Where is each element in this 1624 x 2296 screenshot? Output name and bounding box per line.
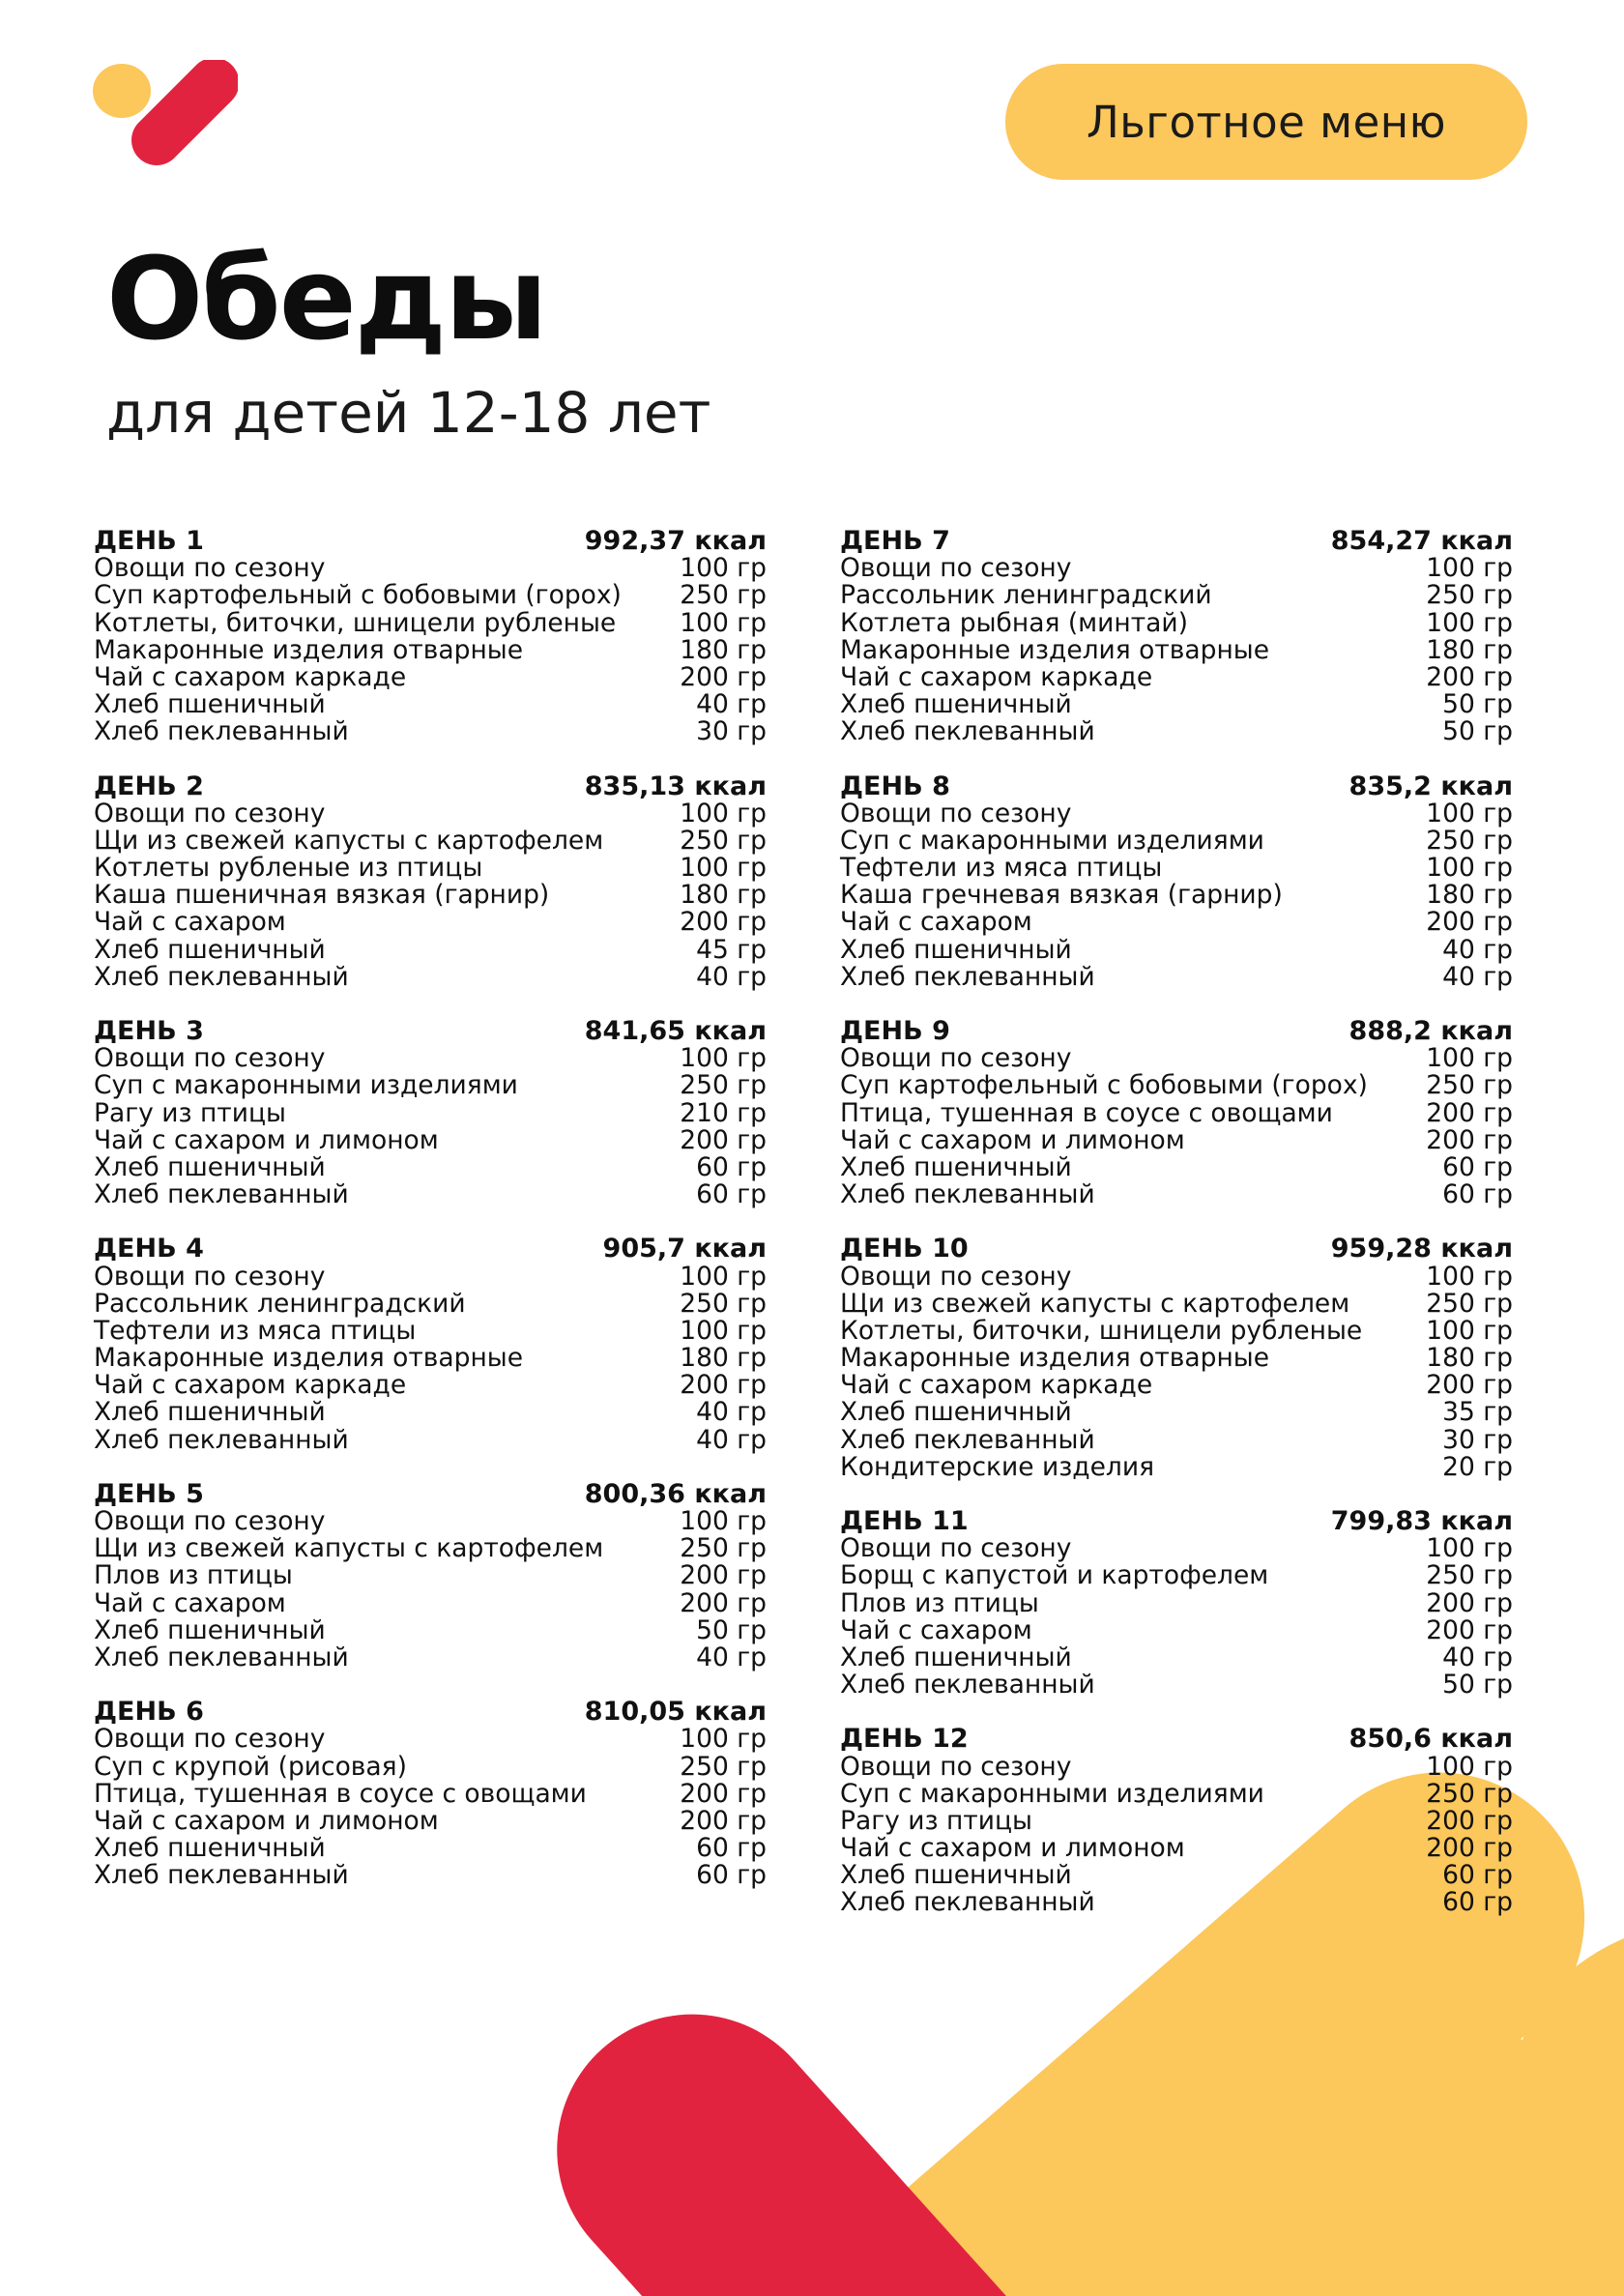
dish-name: Каша гречневая вязкая (гарнир) bbox=[840, 880, 1283, 911]
menu-item-row bbox=[94, 1726, 767, 1753]
menu-item-row bbox=[94, 555, 767, 582]
dish-portion: 100 гр bbox=[680, 853, 767, 884]
dish-name: Чай с сахаром bbox=[840, 907, 1032, 938]
menu-item-row bbox=[94, 1751, 767, 1782]
menu-item-row bbox=[94, 1072, 767, 1099]
dish-portion: 200 гр bbox=[680, 1124, 767, 1155]
dish-portion: 200 гр bbox=[1426, 661, 1513, 692]
dish-portion: 250 гр bbox=[1426, 1070, 1513, 1101]
dish-portion: 40 гр bbox=[696, 1424, 767, 1455]
dish-portion: 200 гр bbox=[1426, 1587, 1513, 1618]
dish-portion: 180 гр bbox=[680, 880, 767, 911]
dish-portion: 180 гр bbox=[680, 1343, 767, 1374]
dish-name: Овощи по сезону bbox=[94, 1506, 326, 1536]
menu-item-row bbox=[94, 1562, 767, 1589]
dish-name: Хлеб пшеничный bbox=[94, 1614, 326, 1645]
dish-name: Хлеб пшеничный bbox=[840, 1860, 1072, 1891]
day-block bbox=[94, 528, 767, 746]
day-header bbox=[840, 1508, 1513, 1535]
day-calories: 905,7 ккал bbox=[602, 1234, 767, 1264]
dish-name: Щи из свежей капусты с картофелем bbox=[94, 825, 604, 856]
menu-item-row bbox=[94, 1181, 767, 1208]
day-name: ДЕНЬ 6 bbox=[94, 1697, 204, 1728]
day-calories: 835,13 ккал bbox=[584, 770, 767, 801]
dish-name: Хлеб пеклеванный bbox=[840, 961, 1095, 992]
dish-name: Рагу из птицы bbox=[94, 1097, 286, 1128]
dish-name: Хлеб пеклеванный bbox=[94, 1179, 349, 1210]
menu-item-row bbox=[94, 1508, 767, 1535]
dish-name: Каша пшеничная вязкая (гарнир) bbox=[94, 880, 550, 911]
dish-name: Котлеты, биточки, шницели рубленые bbox=[840, 1315, 1363, 1346]
dish-name: Овощи по сезону bbox=[840, 1261, 1072, 1292]
menu-item-row bbox=[840, 607, 1513, 638]
day-name: ДЕНЬ 8 bbox=[840, 770, 950, 801]
menu-column-left bbox=[94, 528, 767, 1916]
menu-item-row bbox=[94, 582, 767, 609]
menu-item-row bbox=[840, 1424, 1513, 1455]
dish-portion: 250 гр bbox=[680, 1070, 767, 1101]
menu-item-row bbox=[94, 882, 767, 909]
day-block bbox=[840, 1726, 1513, 1916]
day-name: ДЕНЬ 7 bbox=[840, 526, 950, 556]
day-header bbox=[840, 770, 1513, 801]
dish-name: Хлеб пшеничный bbox=[840, 689, 1072, 720]
menu-item-row bbox=[840, 934, 1513, 965]
dish-name: Чай с сахаром каркаде bbox=[840, 661, 1153, 692]
dish-portion: 100 гр bbox=[1426, 853, 1513, 884]
day-calories: 992,37 ккал bbox=[584, 526, 767, 556]
dish-name: Чай с сахаром и лимоном bbox=[840, 1833, 1185, 1864]
day-block bbox=[94, 1235, 767, 1454]
dish-name: Суп с макаронными изделиями bbox=[94, 1070, 518, 1101]
dish-name: Хлеб пеклеванный bbox=[840, 1424, 1095, 1455]
dish-portion: 200 гр bbox=[680, 661, 767, 692]
dish-name: Чай с сахаром каркаде bbox=[840, 1370, 1153, 1401]
dish-portion: 60 гр bbox=[1442, 1887, 1513, 1918]
dish-portion: 250 гр bbox=[680, 580, 767, 611]
dish-portion: 200 гр bbox=[680, 1560, 767, 1591]
menu-item-row bbox=[840, 909, 1513, 936]
dish-name: Котлеты рубленые из птицы bbox=[94, 853, 483, 884]
dish-portion: 35 гр bbox=[1442, 1397, 1513, 1428]
day-name: ДЕНЬ 12 bbox=[840, 1724, 969, 1755]
menu-item-row bbox=[94, 1535, 767, 1562]
dish-portion: 45 гр bbox=[696, 934, 767, 965]
dish-portion: 100 гр bbox=[680, 798, 767, 828]
menu-item-row bbox=[840, 1614, 1513, 1645]
dish-name: Рассольник ленинградский bbox=[94, 1288, 466, 1319]
dish-portion: 60 гр bbox=[696, 1151, 767, 1182]
menu-item-row bbox=[840, 961, 1513, 992]
dish-portion: 100 гр bbox=[1426, 798, 1513, 828]
dish-name: Хлеб пшеничный bbox=[840, 1397, 1072, 1428]
dish-name: Овощи по сезону bbox=[840, 1533, 1072, 1564]
menu-item-row bbox=[840, 1045, 1513, 1072]
menu-item-row bbox=[94, 825, 767, 856]
page-subtitle: для детей 12-18 лет bbox=[106, 380, 711, 446]
menu-item-row bbox=[94, 1151, 767, 1182]
day-name: ДЕНЬ 10 bbox=[840, 1234, 969, 1264]
menu-item-row bbox=[840, 1562, 1513, 1589]
day-name: ДЕНЬ 5 bbox=[94, 1478, 204, 1509]
dish-name: Макаронные изделия отварные bbox=[94, 1343, 524, 1374]
menu-item-row bbox=[94, 961, 767, 992]
brand-logo bbox=[93, 60, 238, 166]
dish-name: Птица, тушенная в соусе с овощами bbox=[840, 1097, 1333, 1128]
dish-name: Суп с макаронными изделиями bbox=[840, 825, 1264, 856]
dish-name: Котлеты, биточки, шницели рубленые bbox=[94, 607, 617, 638]
day-block bbox=[840, 528, 1513, 746]
dish-portion: 100 гр bbox=[1426, 1261, 1513, 1292]
day-header bbox=[840, 1726, 1513, 1753]
dish-portion: 180 гр bbox=[1426, 1343, 1513, 1374]
dish-portion: 100 гр bbox=[1426, 1533, 1513, 1564]
menu-item-row bbox=[840, 1372, 1513, 1399]
menu-item-row bbox=[840, 1644, 1513, 1671]
dish-name: Овощи по сезону bbox=[94, 1724, 326, 1755]
dish-name: Борщ с капустой и картофелем bbox=[840, 1560, 1269, 1591]
dish-name: Хлеб пеклеванный bbox=[94, 1642, 349, 1672]
dish-portion: 200 гр bbox=[680, 1778, 767, 1809]
menu-item-row bbox=[94, 1345, 767, 1372]
day-name: ДЕНЬ 2 bbox=[94, 770, 204, 801]
menu-item-row bbox=[840, 1097, 1513, 1128]
dish-portion: 250 гр bbox=[680, 1751, 767, 1782]
dish-portion: 210 гр bbox=[680, 1097, 767, 1128]
day-calories: 959,28 ккал bbox=[1330, 1234, 1513, 1264]
menu-item-row bbox=[94, 1644, 767, 1671]
day-block bbox=[840, 1235, 1513, 1481]
dish-portion: 200 гр bbox=[680, 1370, 767, 1401]
menu-item-row bbox=[840, 1862, 1513, 1889]
day-block bbox=[840, 770, 1513, 992]
dish-portion: 180 гр bbox=[1426, 634, 1513, 665]
menu-item-row bbox=[94, 1288, 767, 1319]
page-title: Обеды bbox=[106, 232, 546, 365]
menu-item-row bbox=[840, 718, 1513, 745]
dish-name: Чай с сахаром bbox=[94, 907, 286, 938]
dish-name: Хлеб пшеничный bbox=[94, 1833, 326, 1864]
dish-name: Хлеб пшеничный bbox=[94, 934, 326, 965]
dish-portion: 100 гр bbox=[1426, 553, 1513, 584]
dish-portion: 250 гр bbox=[1426, 825, 1513, 856]
dish-portion: 40 гр bbox=[1442, 1642, 1513, 1672]
menu-item-row bbox=[840, 582, 1513, 609]
dish-name: Хлеб пеклеванный bbox=[840, 1670, 1095, 1700]
day-block bbox=[94, 770, 767, 992]
menu-item-row bbox=[840, 1399, 1513, 1426]
dish-portion: 60 гр bbox=[696, 1833, 767, 1864]
menu-item-row bbox=[840, 1315, 1513, 1346]
dish-portion: 200 гр bbox=[680, 907, 767, 938]
menu-item-row bbox=[94, 1587, 767, 1618]
dish-name: Тефтели из мяса птицы bbox=[840, 853, 1163, 884]
dish-name: Суп картофельный с бобовыми (горох) bbox=[94, 580, 622, 611]
dish-portion: 100 гр bbox=[680, 1506, 767, 1536]
dish-name: Овощи по сезону bbox=[840, 1751, 1072, 1782]
menu-item-row bbox=[94, 634, 767, 665]
dish-portion: 60 гр bbox=[696, 1860, 767, 1891]
dish-portion: 250 гр bbox=[680, 825, 767, 856]
day-block bbox=[94, 1478, 767, 1672]
menu-item-row bbox=[94, 1315, 767, 1346]
menu-item-row bbox=[94, 934, 767, 965]
day-header bbox=[840, 1018, 1513, 1045]
menu-type-badge: Льготное меню bbox=[1005, 64, 1527, 180]
menu-item-row bbox=[840, 855, 1513, 882]
menu-item-row bbox=[840, 1778, 1513, 1809]
menu-item-row bbox=[840, 1751, 1513, 1782]
dish-name: Тефтели из мяса птицы bbox=[94, 1315, 417, 1346]
day-header bbox=[840, 528, 1513, 555]
logo-yellow-dot bbox=[93, 64, 151, 118]
menu-item-row bbox=[840, 1345, 1513, 1372]
dish-name: Рассольник ленинградский bbox=[840, 580, 1212, 611]
dish-portion: 180 гр bbox=[680, 634, 767, 665]
menu-item-row bbox=[840, 882, 1513, 909]
menu-item-row bbox=[840, 1288, 1513, 1319]
day-block bbox=[94, 1699, 767, 1889]
menu-item-row bbox=[840, 1889, 1513, 1916]
dish-name: Овощи по сезону bbox=[94, 553, 326, 584]
dish-portion: 40 гр bbox=[696, 1397, 767, 1428]
dish-name: Хлеб пшеничный bbox=[94, 689, 326, 720]
menu-item-row bbox=[94, 718, 767, 745]
dish-name: Суп с крупой (рисовая) bbox=[94, 1751, 407, 1782]
menu-item-row bbox=[94, 909, 767, 936]
dish-portion: 40 гр bbox=[696, 689, 767, 720]
dish-portion: 250 гр bbox=[680, 1288, 767, 1319]
dish-name: Хлеб пеклеванный bbox=[840, 1179, 1095, 1210]
day-calories: 850,6 ккал bbox=[1348, 1724, 1513, 1755]
day-block bbox=[94, 1018, 767, 1208]
dish-portion: 180 гр bbox=[1426, 880, 1513, 911]
dish-name: Хлеб пшеничный bbox=[840, 1151, 1072, 1182]
menu-item-row bbox=[840, 691, 1513, 718]
day-calories: 799,83 ккал bbox=[1330, 1506, 1513, 1536]
day-block bbox=[840, 1508, 1513, 1699]
menu-item-row bbox=[840, 555, 1513, 582]
dish-name: Чай с сахаром bbox=[94, 1587, 286, 1618]
dish-name: Кондитерские изделия bbox=[840, 1451, 1155, 1482]
dish-name: Чай с сахаром и лимоном bbox=[94, 1805, 439, 1836]
dish-portion: 200 гр bbox=[1426, 1833, 1513, 1864]
dish-name: Чай с сахаром каркаде bbox=[94, 1370, 407, 1401]
menu-item-row bbox=[94, 800, 767, 828]
menu-item-row bbox=[840, 1835, 1513, 1862]
dish-name: Макаронные изделия отварные bbox=[840, 634, 1270, 665]
menu-item-row bbox=[840, 1451, 1513, 1482]
menu-item-row bbox=[94, 1805, 767, 1836]
dish-portion: 40 гр bbox=[696, 1642, 767, 1672]
menu-item-row bbox=[94, 1372, 767, 1399]
dish-name: Плов из птицы bbox=[840, 1587, 1039, 1618]
dish-name: Овощи по сезону bbox=[94, 1261, 326, 1292]
dish-name: Птица, тушенная в соусе с овощами bbox=[94, 1778, 587, 1809]
menu-item-row bbox=[94, 661, 767, 692]
dish-name: Чай с сахаром bbox=[840, 1614, 1032, 1645]
dish-name: Щи из свежей капусты с картофелем bbox=[840, 1288, 1350, 1319]
dish-name: Хлеб пшеничный bbox=[94, 1397, 326, 1428]
menu-item-row bbox=[840, 1535, 1513, 1562]
dish-portion: 100 гр bbox=[1426, 1751, 1513, 1782]
dish-portion: 100 гр bbox=[1426, 1315, 1513, 1346]
dish-portion: 100 гр bbox=[680, 553, 767, 584]
dish-portion: 250 гр bbox=[1426, 580, 1513, 611]
day-calories: 810,05 ккал bbox=[584, 1697, 767, 1728]
day-header bbox=[94, 770, 767, 801]
dish-name: Хлеб пеклеванный bbox=[94, 1424, 349, 1455]
dish-portion: 200 гр bbox=[1426, 1124, 1513, 1155]
dish-name: Овощи по сезону bbox=[94, 798, 326, 828]
menu-item-row bbox=[840, 1261, 1513, 1292]
dish-name: Суп картофельный с бобовыми (горох) bbox=[840, 1070, 1368, 1101]
dish-portion: 100 гр bbox=[1426, 607, 1513, 638]
dish-portion: 200 гр bbox=[680, 1805, 767, 1836]
dish-portion: 100 гр bbox=[680, 1724, 767, 1755]
dish-name: Хлеб пеклеванный bbox=[840, 716, 1095, 747]
dish-portion: 40 гр bbox=[696, 961, 767, 992]
day-calories: 841,65 ккал bbox=[584, 1016, 767, 1046]
dish-name: Овощи по сезону bbox=[840, 553, 1072, 584]
menu-item-row bbox=[94, 1097, 767, 1128]
dish-name: Хлеб пшеничный bbox=[840, 934, 1072, 965]
day-header bbox=[94, 1478, 767, 1509]
dish-name: Хлеб пшеничный bbox=[840, 1642, 1072, 1672]
menu-item-row bbox=[94, 855, 767, 882]
menu-item-row bbox=[840, 1587, 1513, 1618]
dish-name: Хлеб пеклеванный bbox=[94, 716, 349, 747]
dish-name: Хлеб пеклеванный bbox=[840, 1887, 1095, 1918]
menu-item-row bbox=[840, 825, 1513, 856]
dish-portion: 60 гр bbox=[1442, 1860, 1513, 1891]
dish-name: Хлеб пеклеванный bbox=[94, 961, 349, 992]
dish-portion: 100 гр bbox=[680, 607, 767, 638]
dish-name: Овощи по сезону bbox=[94, 1043, 326, 1074]
dish-name: Щи из свежей капусты с картофелем bbox=[94, 1533, 604, 1564]
menu-item-row bbox=[94, 607, 767, 638]
dish-portion: 100 гр bbox=[680, 1315, 767, 1346]
menu-item-row bbox=[94, 1399, 767, 1426]
dish-portion: 30 гр bbox=[1442, 1424, 1513, 1455]
dish-portion: 250 гр bbox=[680, 1533, 767, 1564]
menu-item-row bbox=[840, 1671, 1513, 1699]
dish-name: Овощи по сезону bbox=[840, 1043, 1072, 1074]
menu-item-row bbox=[840, 1072, 1513, 1099]
menu-item-row bbox=[94, 1124, 767, 1155]
menu-item-row bbox=[94, 1424, 767, 1455]
dish-name: Чай с сахаром и лимоном bbox=[840, 1124, 1185, 1155]
dish-portion: 50 гр bbox=[1442, 689, 1513, 720]
menu-item-row bbox=[840, 1124, 1513, 1155]
dish-portion: 50 гр bbox=[1442, 716, 1513, 747]
menu-item-row bbox=[94, 1261, 767, 1292]
dish-portion: 20 гр bbox=[1442, 1451, 1513, 1482]
dish-name: Чай с сахаром каркаде bbox=[94, 661, 407, 692]
day-name: ДЕНЬ 1 bbox=[94, 526, 204, 556]
dish-portion: 100 гр bbox=[680, 1261, 767, 1292]
day-name: ДЕНЬ 3 bbox=[94, 1016, 204, 1046]
dish-portion: 50 гр bbox=[1442, 1670, 1513, 1700]
dish-portion: 40 гр bbox=[1442, 934, 1513, 965]
menu-item-row bbox=[94, 1045, 767, 1072]
day-calories: 888,2 ккал bbox=[1348, 1016, 1513, 1046]
dish-portion: 250 гр bbox=[1426, 1778, 1513, 1809]
dish-portion: 100 гр bbox=[1426, 1043, 1513, 1074]
dish-portion: 100 гр bbox=[680, 1043, 767, 1074]
dish-name: Плов из птицы bbox=[94, 1560, 293, 1591]
day-header bbox=[840, 1235, 1513, 1263]
day-block bbox=[840, 1018, 1513, 1208]
dish-name: Хлеб пеклеванный bbox=[94, 1860, 349, 1891]
menu-item-row bbox=[840, 1151, 1513, 1182]
dish-name: Рагу из птицы bbox=[840, 1805, 1032, 1836]
dish-name: Котлета рыбная (минтай) bbox=[840, 607, 1188, 638]
dish-portion: 200 гр bbox=[1426, 1805, 1513, 1836]
day-name: ДЕНЬ 4 bbox=[94, 1234, 204, 1264]
dish-portion: 200 гр bbox=[1426, 1097, 1513, 1128]
day-header bbox=[94, 528, 767, 555]
day-calories: 835,2 ккал bbox=[1348, 770, 1513, 801]
menu-item-row bbox=[94, 1862, 767, 1889]
day-name: ДЕНЬ 11 bbox=[840, 1506, 969, 1536]
dish-name: Макаронные изделия отварные bbox=[840, 1343, 1270, 1374]
menu-item-row bbox=[840, 661, 1513, 692]
menu-item-row bbox=[840, 800, 1513, 828]
menu-item-row bbox=[94, 1614, 767, 1645]
dish-name: Овощи по сезону bbox=[840, 798, 1072, 828]
menu-item-row bbox=[840, 1805, 1513, 1836]
dish-portion: 250 гр bbox=[1426, 1560, 1513, 1591]
menu-item-row bbox=[94, 1778, 767, 1809]
dish-portion: 200 гр bbox=[1426, 1614, 1513, 1645]
dish-portion: 250 гр bbox=[1426, 1288, 1513, 1319]
dish-portion: 60 гр bbox=[696, 1179, 767, 1210]
dish-name: Макаронные изделия отварные bbox=[94, 634, 524, 665]
menu-item-row bbox=[94, 691, 767, 718]
dish-portion: 200 гр bbox=[1426, 907, 1513, 938]
dish-name: Хлеб пшеничный bbox=[94, 1151, 326, 1182]
dish-name: Суп с макаронными изделиями bbox=[840, 1778, 1264, 1809]
day-header bbox=[94, 1699, 767, 1726]
dish-portion: 30 гр bbox=[696, 716, 767, 747]
day-header bbox=[94, 1235, 767, 1263]
dish-portion: 60 гр bbox=[1442, 1151, 1513, 1182]
dish-portion: 60 гр bbox=[1442, 1179, 1513, 1210]
day-name: ДЕНЬ 9 bbox=[840, 1016, 950, 1046]
menu-item-row bbox=[94, 1835, 767, 1862]
day-header bbox=[94, 1018, 767, 1045]
menu-column-right bbox=[840, 528, 1513, 1944]
dish-portion: 200 гр bbox=[680, 1587, 767, 1618]
dish-name: Чай с сахаром и лимоном bbox=[94, 1124, 439, 1155]
menu-item-row bbox=[840, 634, 1513, 665]
day-calories: 800,36 ккал bbox=[584, 1478, 767, 1509]
dish-portion: 40 гр bbox=[1442, 961, 1513, 992]
dish-portion: 200 гр bbox=[1426, 1370, 1513, 1401]
dish-portion: 50 гр bbox=[696, 1614, 767, 1645]
menu-item-row bbox=[840, 1181, 1513, 1208]
day-calories: 854,27 ккал bbox=[1330, 526, 1513, 556]
